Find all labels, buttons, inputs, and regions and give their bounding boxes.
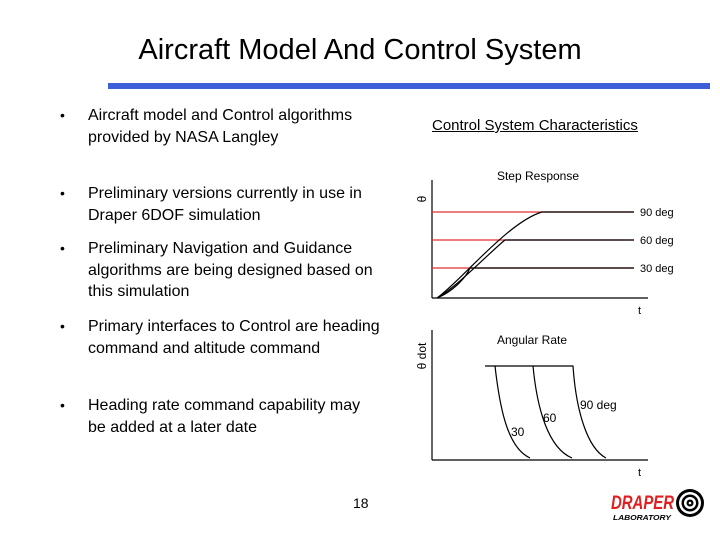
bullet-text: Preliminary versions currently in use in Draper 6DOF simulation: [88, 185, 362, 224]
step-curve-60: [437, 240, 634, 298]
bullet-dot: •: [60, 107, 65, 123]
step-chart-title: Step Response: [496, 169, 580, 183]
rate-label: 30: [511, 425, 525, 439]
rate-curve-30: [485, 366, 530, 458]
step-level-label: 90 deg: [640, 207, 674, 219]
bullet-dot: •: [60, 185, 65, 201]
logo-subtext: LABORATORY: [613, 515, 673, 522]
step-level-label: 30 deg: [640, 263, 674, 275]
rate-label: 60: [543, 411, 557, 425]
bullet-text: Preliminary Navigation and Guidance algorithms are being designed based on this simulation: [88, 240, 373, 300]
rate-y-label: θ dot: [415, 342, 429, 370]
bullet-dot: •: [60, 240, 65, 256]
logo-rings-icon: [676, 489, 704, 517]
bullet-text: Heading rate command capability may be added at a later date: [88, 397, 361, 436]
step-response-chart: [415, 169, 674, 317]
draper-logo: [611, 489, 704, 522]
step-y-label: θ: [415, 195, 429, 203]
step-curve-30: [437, 268, 634, 298]
step-curve-90: [437, 212, 634, 298]
page-number: 18: [353, 495, 369, 511]
step-level-label: 60 deg: [640, 235, 674, 247]
step-x-label: t: [638, 305, 642, 317]
angular-rate-chart: [415, 330, 648, 479]
bullet-dot: •: [60, 397, 65, 413]
slide-title: Aircraft Model And Control System: [138, 34, 582, 66]
control-system-heading: Control System Characteristics: [432, 117, 638, 134]
rate-chart-title: Angular Rate: [496, 333, 568, 347]
rate-label: 90 deg: [580, 398, 617, 412]
logo-wordmark: DRAPER: [611, 493, 675, 514]
bullet-text: Aircraft model and Control algorithms provided by NASA Langley: [88, 107, 353, 146]
bullet-text: Primary interfaces to Control are heading command and altitude command: [88, 318, 380, 357]
bullet-dot: •: [60, 318, 65, 334]
rate-x-label: t: [638, 467, 642, 479]
rate-curve-60: [495, 366, 572, 458]
